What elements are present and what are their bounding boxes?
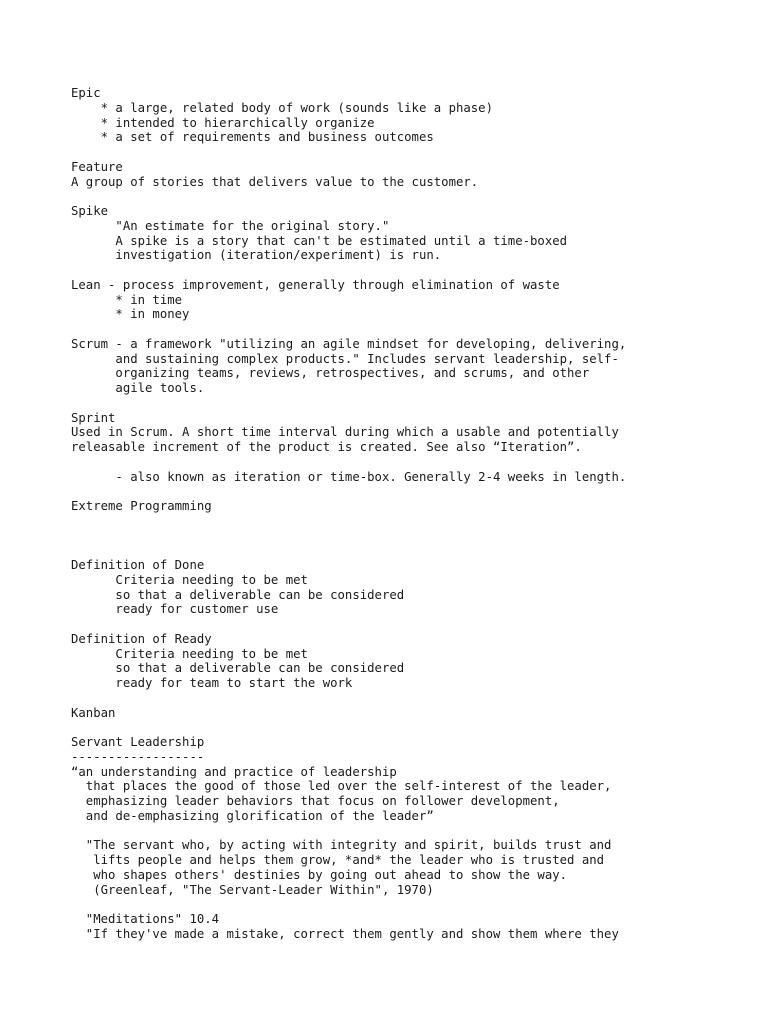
blank-line (71, 514, 768, 529)
text-line: Spike (71, 204, 109, 218)
text-line: - also known as iteration or time-box. Generally 2-4 weeks in length. (71, 469, 627, 484)
blank-line (71, 529, 768, 544)
text-line: * a set of requirements and business outcomes (71, 130, 434, 145)
text-line: so that a deliverable can be considered (71, 661, 405, 676)
blank-line (71, 145, 768, 160)
text-line: so that a deliverable can be considered (71, 587, 405, 602)
text-line: Criteria needing to be met (71, 572, 308, 587)
text-line: agile tools. (71, 381, 205, 395)
text-line: and sustaining complex products." Includes servant leadership, self- (71, 351, 619, 366)
blank-line (71, 396, 768, 411)
text-line: * intended to hierarchically organize (71, 115, 375, 130)
blank-line (71, 484, 768, 499)
text-line: A spike is a story that can't be estimated until a time-boxed (71, 233, 568, 248)
text-line: "The servant who, by acting with integrity and spirit, builds trust and (71, 838, 612, 853)
blank-line (71, 455, 768, 470)
text-line: Sprint (71, 410, 116, 425)
blank-line (71, 543, 768, 558)
text-line: “an understanding and practice of leadership (71, 764, 397, 779)
text-line: * in money (71, 307, 190, 322)
text-line: * in time (71, 292, 183, 307)
text-line: organizing teams, reviews, retrospectives, and scrums, and other (71, 366, 590, 381)
text-line: that places the good of those led over the self-interest of the leader, (71, 779, 612, 794)
text-line: emphasizing leader behaviors that focus on follower development, (71, 794, 560, 808)
text-line: Criteria needing to be met (71, 646, 308, 661)
text-line: Epic (71, 86, 101, 100)
text-line: who shapes others' destinies by going out ahead to show the way. (71, 867, 568, 882)
text-line: "An estimate for the original story." (71, 218, 390, 233)
blank-line (71, 720, 768, 735)
text-line: (Greenleaf, "The Servant-Leader Within", 1970) (71, 882, 434, 897)
text-line: Scrum - a framework "utilizing an agile mindset for developing, delivering, (71, 336, 627, 351)
text-line: Definition of Ready (71, 631, 212, 646)
text-line: ready for team to start the work (71, 676, 353, 690)
blank-line (71, 263, 768, 278)
blank-line (71, 617, 768, 632)
blank-line (71, 897, 768, 912)
text-line: "Meditations" 10.4 (71, 912, 220, 926)
text-line: Used in Scrum. A short time interval during which a usable and potentially (71, 425, 619, 440)
text-line: Extreme Programming (71, 499, 212, 513)
text-line: ready for customer use (71, 602, 279, 617)
text-line: Definition of Done (71, 558, 205, 572)
text-line: lifts people and helps them grow, *and* the leader who is trusted and (71, 853, 605, 867)
text-line: "If they've made a mistake, correct them gently and show them where they (71, 926, 619, 941)
text-line: Lean - process improvement, generally through elimination of waste (71, 277, 560, 292)
blank-line (71, 824, 768, 839)
text-line: Feature (71, 159, 123, 174)
text-line: investigation (iteration/experiment) is run. (71, 248, 442, 263)
blank-line (71, 322, 768, 337)
text-line: Servant Leadership (71, 735, 205, 749)
text-line: releasable increment of the product is created. See also “Iteration”. (71, 440, 582, 454)
text-line: Kanban (71, 705, 116, 720)
text-line: A group of stories that delivers value to the customer. (71, 174, 479, 189)
blank-line (71, 189, 768, 204)
text-line: * a large, related body of work (sounds like a phase) (71, 100, 493, 115)
document-body (71, 86, 768, 942)
text-line: and de-emphasizing glorification of the leader” (71, 808, 434, 823)
blank-line (71, 691, 768, 706)
text-line: ------------------ (71, 749, 205, 764)
